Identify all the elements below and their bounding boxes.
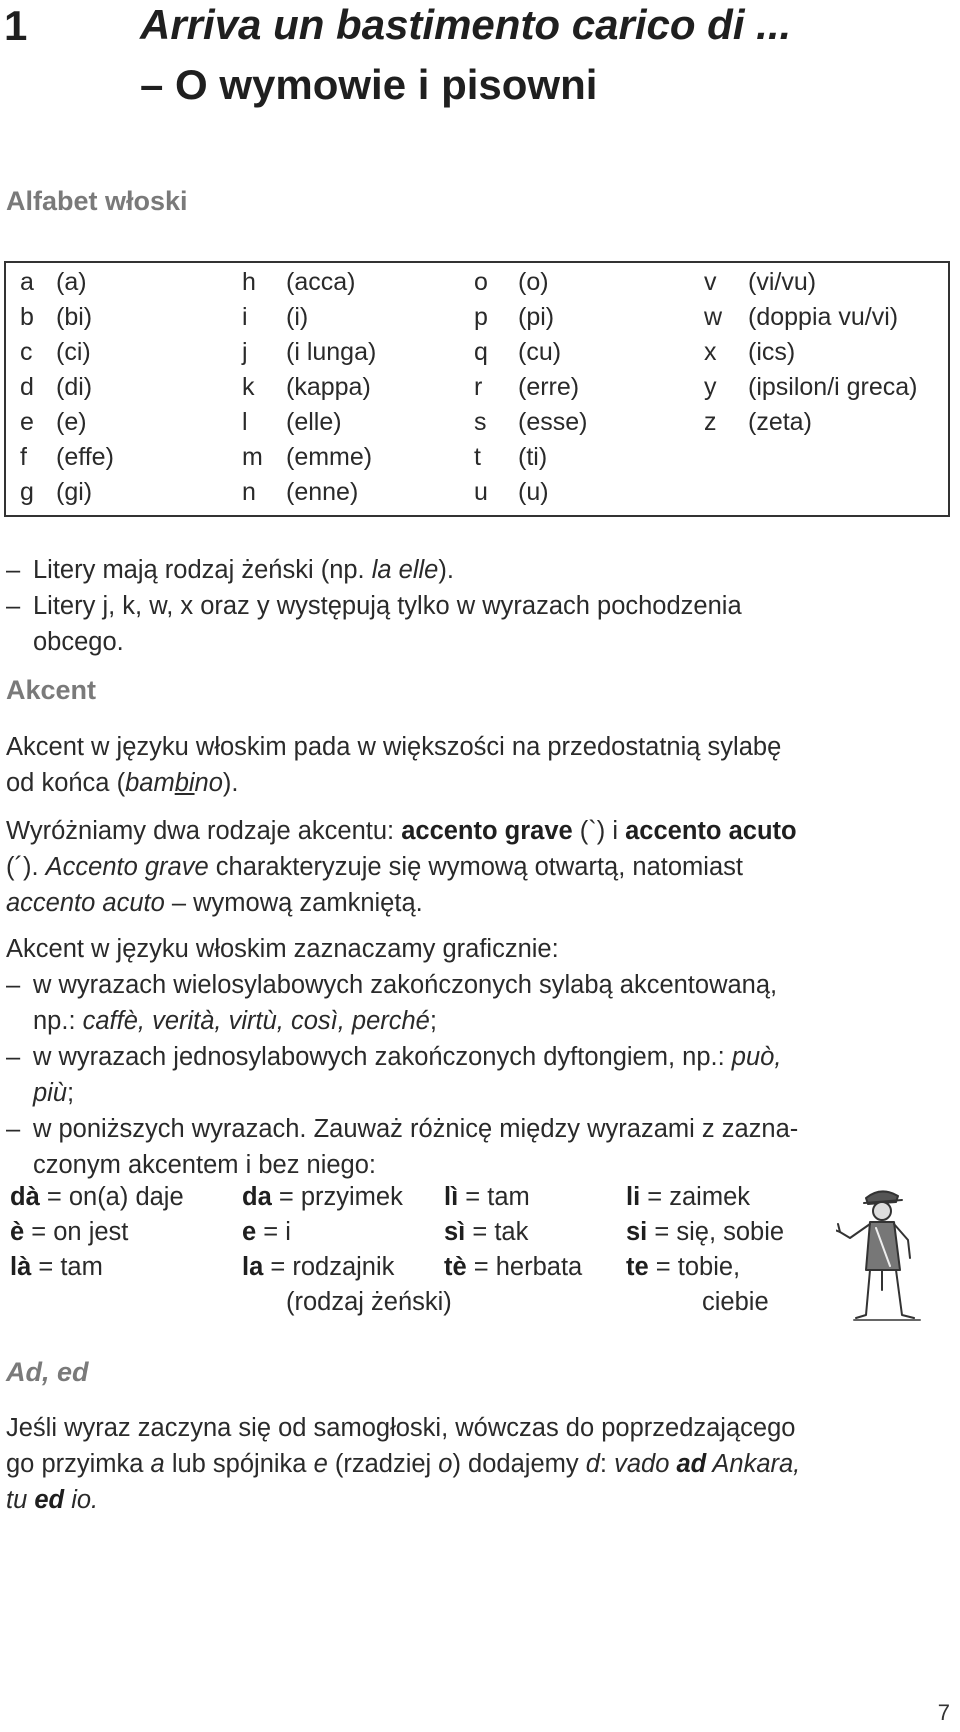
- alphabet-letter: a: [20, 268, 34, 296]
- alphabet-row: [474, 370, 587, 405]
- alphabet-row: [20, 475, 114, 510]
- alphabet-letter: q: [474, 338, 488, 366]
- accent-bullet-3: – w poniższych wyrazach. Zauważ różnicę między wyrazami z zazna-: [6, 1115, 799, 1143]
- accent-bullet-2: – w wyrazach jednosylabowych zakończonych dyftongiem, np.: può,: [6, 1043, 782, 1071]
- alphabet-note-2: – Litery j, k, w, x oraz y występują tylko w wyrazach pochodzenia: [6, 592, 742, 620]
- accent-pair: e = i: [242, 1218, 291, 1246]
- alphabet-row: [20, 335, 114, 370]
- alphabet-column-2: [242, 265, 376, 510]
- alphabet-row: [242, 335, 376, 370]
- accent-bullet-3-cont: czonym akcentem i bez niego:: [33, 1151, 377, 1179]
- accent-pair: là = tam: [10, 1253, 103, 1281]
- accent-paragraph-1: Akcent w języku włoskim pada w większości na przedostatnią sylabę: [6, 733, 782, 761]
- alphabet-letter: p: [474, 303, 488, 331]
- alphabet-row: [474, 300, 587, 335]
- alphabet-letter: j: [242, 338, 248, 366]
- accent-paragraph-1-cont: od końca (bambino).: [6, 769, 239, 797]
- alphabet-letter-name: (kappa): [286, 373, 371, 401]
- alphabet-letter: s: [474, 408, 487, 436]
- alphabet-letter-name: (a): [56, 268, 87, 296]
- alphabet-row: [242, 475, 376, 510]
- alphabet-letter-name: (enne): [286, 478, 359, 506]
- accent-pair: dà = on(a) daje: [10, 1183, 184, 1211]
- alphabet-letter-name: (ipsilon/i greca): [748, 373, 918, 401]
- accent-paragraph-3: Akcent w języku włoskim zaznaczamy graficznie:: [6, 935, 559, 963]
- alphabet-row: [20, 405, 114, 440]
- accent-bullet-1: – w wyrazach wielosylabowych zakończonych sylabą akcentowaną,: [6, 971, 778, 999]
- ad-ed-paragraph-end: tu ed io.: [6, 1486, 99, 1514]
- alphabet-letter-name: (gi): [56, 478, 93, 506]
- alphabet-letter-name: (zeta): [748, 408, 812, 436]
- chapter-subtitle: – O wymowie i pisowni: [140, 61, 598, 108]
- alphabet-note-2-cont: obcego.: [33, 628, 124, 656]
- alphabet-letter-name: (ics): [748, 338, 796, 366]
- ad-ed-paragraph-cont: go przyimka a lub spójnika e (rzadziej o) dodajemy d: vado ad Ankara,: [6, 1450, 801, 1478]
- alphabet-letter-name: (emme): [286, 443, 373, 471]
- alphabet-letter-name: (di): [56, 373, 93, 401]
- accent-bullet-1-cont: np.: caffè, verità, virtù, così, perché;: [33, 1007, 437, 1035]
- alphabet-letter: y: [704, 373, 717, 401]
- alphabet-letter: e: [20, 408, 34, 436]
- chapter-number: 1: [4, 2, 28, 49]
- alphabet-column-1: [20, 265, 114, 510]
- chapter-title: Arriva un bastimento carico di ...: [140, 1, 792, 48]
- alphabet-letter: z: [704, 408, 717, 436]
- alphabet-row: [20, 300, 114, 335]
- alphabet-letter-name: (effe): [56, 443, 114, 471]
- alphabet-row: [704, 265, 918, 300]
- accent-pair-note: (rodzaj żeński): [286, 1288, 452, 1316]
- alphabet-row: [704, 335, 918, 370]
- ad-ed-paragraph: Jeśli wyraz zaczyna się od samogłoski, wówczas do poprzedzającego: [6, 1414, 796, 1442]
- alphabet-letter: d: [20, 373, 34, 401]
- alphabet-row: [474, 335, 587, 370]
- alphabet-letter: r: [474, 373, 483, 401]
- alphabet-letter: o: [474, 268, 488, 296]
- accent-pairs-row: [10, 1180, 830, 1215]
- accent-pair: li = zaimek: [626, 1183, 751, 1211]
- alphabet-row: [474, 405, 587, 440]
- alphabet-letter: n: [242, 478, 256, 506]
- accent-pair: tè = herbata: [444, 1253, 583, 1281]
- accent-pair: la = rodzajnik: [242, 1253, 395, 1281]
- alphabet-letter: u: [474, 478, 488, 506]
- alphabet-letter-name: (erre): [518, 373, 580, 401]
- accent-pair: lì = tam: [444, 1183, 530, 1211]
- alphabet-row: [474, 265, 587, 300]
- alphabet-note-1: – Litery mają rodzaj żeński (np. la elle).: [6, 556, 454, 584]
- alphabet-row: [242, 300, 376, 335]
- alphabet-letter-name: (i lunga): [286, 338, 377, 366]
- policeman-illustration: [836, 1180, 926, 1325]
- alphabet-letter: l: [242, 408, 248, 436]
- alphabet-letter: c: [20, 338, 33, 366]
- alphabet-row: [20, 440, 114, 475]
- alphabet-letter-name: (pi): [518, 303, 555, 331]
- alphabet-row: [474, 475, 587, 510]
- accent-pairs-row: [10, 1250, 830, 1285]
- alphabet-letter-name: (e): [56, 408, 87, 436]
- alphabet-letter-name: (cu): [518, 338, 562, 366]
- ad-ed-heading: Ad, ed: [6, 1357, 89, 1387]
- alphabet-letter: x: [704, 338, 717, 366]
- alphabet-row: [242, 440, 376, 475]
- accent-pairs-row: [10, 1285, 830, 1320]
- alphabet-row: [704, 405, 918, 440]
- alphabet-letter-name: (vi/vu): [748, 268, 817, 296]
- accent-pair: si = się, sobie: [626, 1218, 785, 1246]
- alphabet-letter-name: (i): [286, 303, 309, 331]
- alphabet-letter: m: [242, 443, 263, 471]
- accent-paragraph-2: Wyróżniamy dwa rodzaje akcentu: accento grave (`) i accento acuto: [6, 817, 797, 845]
- alphabet-letter-name: (esse): [518, 408, 588, 436]
- alphabet-letter: f: [20, 443, 27, 471]
- accent-heading: Akcent: [6, 675, 97, 705]
- alphabet-letter-name: (o): [518, 268, 549, 296]
- alphabet-row: [704, 370, 918, 405]
- alphabet-column-4: [704, 265, 918, 440]
- accent-bullet-2-cont: più;: [33, 1079, 75, 1107]
- alphabet-letter-name: (acca): [286, 268, 356, 296]
- alphabet-row: [704, 300, 918, 335]
- alphabet-row: [242, 370, 376, 405]
- accent-pairs-table: [10, 1180, 830, 1320]
- alphabet-row: [20, 265, 114, 300]
- alphabet-letter-name: (doppia vu/vi): [748, 303, 899, 331]
- alphabet-letter-name: (ci): [56, 338, 91, 366]
- alphabet-letter-name: (bi): [56, 303, 93, 331]
- alphabet-column-3: [474, 265, 587, 510]
- alphabet-letter-name: (u): [518, 478, 549, 506]
- accent-pair: sì = tak: [444, 1218, 529, 1246]
- accent-pair: è = on jest: [10, 1218, 129, 1246]
- accent-paragraph-2-end: accento acuto – wymową zamkniętą.: [6, 889, 423, 917]
- alphabet-letter: b: [20, 303, 34, 331]
- alphabet-row: [242, 405, 376, 440]
- alphabet-letter: v: [704, 268, 717, 296]
- accent-pair: da = przyimek: [242, 1183, 403, 1211]
- alphabet-row: [474, 440, 587, 475]
- alphabet-letter-name: (elle): [286, 408, 342, 436]
- alphabet-heading: Alfabet włoski: [6, 186, 188, 216]
- alphabet-row: [20, 370, 114, 405]
- accent-pairs-row: [10, 1215, 830, 1250]
- accent-paragraph-2-cont: (´). Accento grave charakteryzuje się wymową otwartą, natomiast: [6, 853, 743, 881]
- alphabet-letter: k: [242, 373, 255, 401]
- accent-pair-note: ciebie: [702, 1288, 769, 1316]
- alphabet-row: [242, 265, 376, 300]
- alphabet-letter: g: [20, 478, 34, 506]
- alphabet-letter: t: [474, 443, 481, 471]
- alphabet-letter: h: [242, 268, 256, 296]
- accent-pair: te = tobie,: [626, 1253, 741, 1281]
- page-number: 7: [937, 1700, 950, 1725]
- alphabet-letter-name: (ti): [518, 443, 548, 471]
- alphabet-letter: i: [242, 303, 248, 331]
- alphabet-letter: w: [704, 303, 723, 331]
